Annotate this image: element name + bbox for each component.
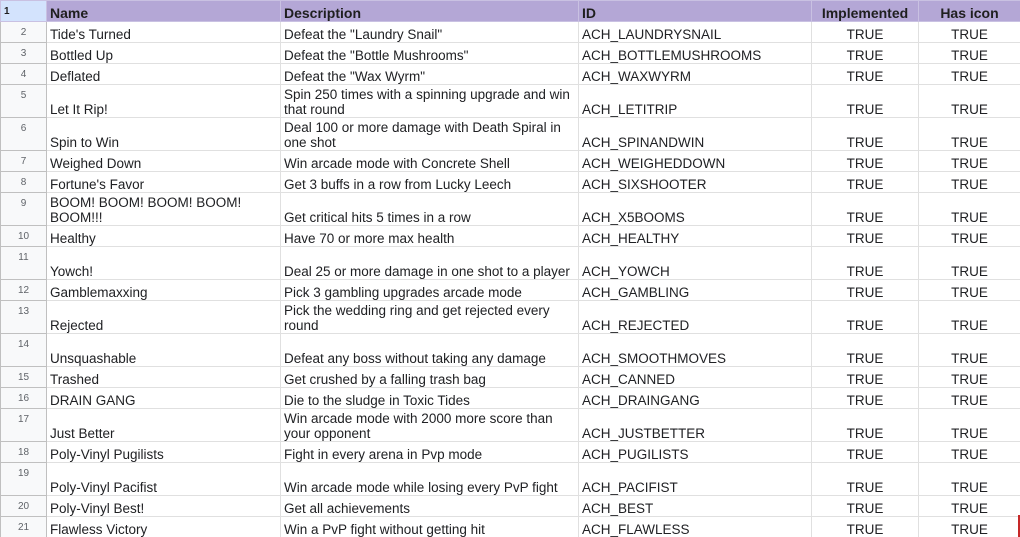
implemented-cell[interactable]: TRUE bbox=[812, 43, 919, 64]
name-cell[interactable]: Unsquashable bbox=[47, 334, 281, 367]
name-cell[interactable]: Just Better bbox=[47, 409, 281, 442]
description-cell[interactable]: Defeat any boss without taking any damage bbox=[281, 334, 579, 367]
implemented-cell[interactable]: TRUE bbox=[812, 442, 919, 463]
name-cell[interactable]: Spin to Win bbox=[47, 118, 281, 151]
table-row bbox=[1, 442, 1020, 463]
id-cell[interactable]: ACH_BEST bbox=[579, 496, 812, 517]
name-cell[interactable]: Poly-Vinyl Pugilists bbox=[47, 442, 281, 463]
description-cell[interactable]: Deal 100 or more damage with Death Spiral in one shot bbox=[281, 118, 579, 151]
has-icon-cell[interactable]: TRUE bbox=[919, 172, 1020, 193]
description-cell[interactable]: Get all achievements bbox=[281, 496, 579, 517]
implemented-cell[interactable]: TRUE bbox=[812, 280, 919, 301]
row-number[interactable]: 10 bbox=[1, 226, 47, 247]
row-number[interactable]: 14 bbox=[1, 334, 47, 367]
table-row bbox=[1, 517, 1020, 537]
description-cell[interactable]: Win arcade mode while losing every PvP fight bbox=[281, 463, 579, 496]
id-cell[interactable]: ACH_X5BOOMS bbox=[579, 193, 812, 226]
description-cell[interactable]: Die to the sludge in Toxic Tides bbox=[281, 388, 579, 409]
has-icon-cell[interactable]: TRUE bbox=[919, 118, 1020, 151]
row-number[interactable]: 6 bbox=[1, 118, 47, 151]
implemented-cell[interactable]: TRUE bbox=[812, 193, 919, 226]
has-icon-cell[interactable]: TRUE bbox=[919, 193, 1020, 226]
implemented-cell[interactable]: TRUE bbox=[812, 517, 919, 537]
table-row bbox=[1, 301, 1020, 334]
table-row bbox=[1, 367, 1020, 388]
name-cell[interactable]: Yowch! bbox=[47, 247, 281, 280]
implemented-cell[interactable]: TRUE bbox=[812, 388, 919, 409]
table-row bbox=[1, 463, 1020, 496]
table-row bbox=[1, 226, 1020, 247]
id-cell[interactable]: ACH_PUGILISTS bbox=[579, 442, 812, 463]
description-cell[interactable]: Defeat the "Laundry Snail" bbox=[281, 22, 579, 43]
id-cell[interactable]: ACH_SMOOTHMOVES bbox=[579, 334, 812, 367]
row-number[interactable]: 4 bbox=[1, 64, 47, 85]
column-header-id[interactable]: ID bbox=[579, 1, 812, 22]
id-cell[interactable]: ACH_WAXWYRM bbox=[579, 64, 812, 85]
has-icon-cell[interactable]: TRUE bbox=[919, 442, 1020, 463]
id-cell[interactable]: ACH_LAUNDRYSNAIL bbox=[579, 22, 812, 43]
id-cell[interactable]: ACH_LETITRIP bbox=[579, 85, 812, 118]
row-number[interactable]: 16 bbox=[1, 388, 47, 409]
name-cell[interactable]: Tide's Turned bbox=[47, 22, 281, 43]
row-header-1[interactable]: 1 bbox=[1, 1, 47, 22]
implemented-cell[interactable]: TRUE bbox=[812, 22, 919, 43]
description-cell[interactable]: Win arcade mode with 2000 more score than your opponent bbox=[281, 409, 579, 442]
name-cell[interactable]: Weighed Down bbox=[47, 151, 281, 172]
has-icon-cell[interactable]: TRUE bbox=[919, 43, 1020, 64]
implemented-cell[interactable]: TRUE bbox=[812, 64, 919, 85]
row-number[interactable]: 19 bbox=[1, 463, 47, 496]
id-cell[interactable]: ACH_YOWCH bbox=[579, 247, 812, 280]
implemented-cell[interactable]: TRUE bbox=[812, 409, 919, 442]
row-number[interactable]: 12 bbox=[1, 280, 47, 301]
has-icon-cell[interactable]: TRUE bbox=[919, 301, 1020, 334]
row-number[interactable]: 5 bbox=[1, 85, 47, 118]
implemented-cell[interactable]: TRUE bbox=[812, 334, 919, 367]
implemented-cell[interactable]: TRUE bbox=[812, 85, 919, 118]
column-header-description[interactable]: Description bbox=[281, 1, 579, 22]
implemented-cell[interactable]: TRUE bbox=[812, 226, 919, 247]
table-row bbox=[1, 172, 1020, 193]
has-icon-cell[interactable]: TRUE bbox=[919, 64, 1020, 85]
row-number[interactable]: 21 bbox=[1, 517, 47, 537]
table-row bbox=[1, 22, 1020, 43]
name-cell[interactable]: Poly-Vinyl Best! bbox=[47, 496, 281, 517]
row-number[interactable]: 8 bbox=[1, 172, 47, 193]
implemented-cell[interactable]: TRUE bbox=[812, 151, 919, 172]
id-cell[interactable]: ACH_SIXSHOOTER bbox=[579, 172, 812, 193]
name-cell[interactable]: BOOM! BOOM! BOOM! BOOM! BOOM!!! bbox=[47, 193, 281, 226]
description-cell[interactable]: Deal 25 or more damage in one shot to a player bbox=[281, 247, 579, 280]
description-cell[interactable]: Spin 250 times with a spinning upgrade and win that round bbox=[281, 85, 579, 118]
name-cell[interactable]: Rejected bbox=[47, 301, 281, 334]
table-row bbox=[1, 409, 1020, 442]
row-number[interactable]: 15 bbox=[1, 367, 47, 388]
id-cell[interactable]: ACH_SPINANDWIN bbox=[579, 118, 812, 151]
id-cell[interactable]: ACH_WEIGHEDDOWN bbox=[579, 151, 812, 172]
description-cell[interactable]: Win arcade mode with Concrete Shell bbox=[281, 151, 579, 172]
id-cell[interactable]: ACH_DRAINGANG bbox=[579, 388, 812, 409]
id-cell[interactable]: ACH_PACIFIST bbox=[579, 463, 812, 496]
description-cell[interactable]: Get critical hits 5 times in a row bbox=[281, 193, 579, 226]
table-row bbox=[1, 64, 1020, 85]
has-icon-cell[interactable]: TRUE bbox=[919, 334, 1020, 367]
has-icon-cell[interactable]: TRUE bbox=[919, 409, 1020, 442]
has-icon-cell[interactable]: TRUE bbox=[919, 496, 1020, 517]
name-cell[interactable]: Deflated bbox=[47, 64, 281, 85]
table-row bbox=[1, 193, 1020, 226]
name-cell[interactable]: Bottled Up bbox=[47, 43, 281, 64]
name-cell[interactable]: Trashed bbox=[47, 367, 281, 388]
description-cell[interactable]: Defeat the "Bottle Mushrooms" bbox=[281, 43, 579, 64]
id-cell[interactable]: ACH_CANNED bbox=[579, 367, 812, 388]
implemented-cell[interactable]: TRUE bbox=[812, 118, 919, 151]
implemented-cell[interactable]: TRUE bbox=[812, 301, 919, 334]
description-cell[interactable]: Pick the wedding ring and get rejected every round bbox=[281, 301, 579, 334]
has-icon-cell[interactable]: TRUE bbox=[919, 280, 1020, 301]
table-row bbox=[1, 334, 1020, 367]
row-number[interactable]: 11 bbox=[1, 247, 47, 280]
table-row bbox=[1, 388, 1020, 409]
row-number[interactable]: 7 bbox=[1, 151, 47, 172]
has-icon-cell[interactable]: TRUE bbox=[919, 388, 1020, 409]
column-header-name[interactable]: Name bbox=[47, 1, 281, 22]
id-cell[interactable]: ACH_GAMBLING bbox=[579, 280, 812, 301]
name-cell[interactable]: DRAIN GANG bbox=[47, 388, 281, 409]
has-icon-cell[interactable]: TRUE bbox=[919, 463, 1020, 496]
description-cell[interactable]: Pick 3 gambling upgrades arcade mode bbox=[281, 280, 579, 301]
implemented-cell[interactable]: TRUE bbox=[812, 247, 919, 280]
has-icon-cell[interactable]: TRUE bbox=[919, 247, 1020, 280]
id-cell[interactable]: ACH_BOTTLEMUSHROOMS bbox=[579, 43, 812, 64]
row-number[interactable]: 2 bbox=[1, 22, 47, 43]
column-header-implemented[interactable]: Implemented bbox=[812, 1, 919, 22]
name-cell[interactable]: Fortune's Favor bbox=[47, 172, 281, 193]
id-cell[interactable]: ACH_FLAWLESS bbox=[579, 517, 812, 537]
description-cell[interactable]: Defeat the "Wax Wyrm" bbox=[281, 64, 579, 85]
header-row bbox=[1, 1, 1020, 22]
table-row bbox=[1, 496, 1020, 517]
has-icon-cell[interactable]: TRUE bbox=[919, 85, 1020, 118]
implemented-cell[interactable]: TRUE bbox=[812, 172, 919, 193]
has-icon-cell[interactable]: TRUE bbox=[919, 226, 1020, 247]
id-cell[interactable]: ACH_HEALTHY bbox=[579, 226, 812, 247]
name-cell[interactable]: Gamblemaxxing bbox=[47, 280, 281, 301]
name-cell[interactable]: Flawless Victory bbox=[47, 517, 281, 537]
column-header-has-icon[interactable]: Has icon bbox=[919, 1, 1020, 22]
description-cell[interactable]: Fight in every arena in Pvp mode bbox=[281, 442, 579, 463]
row-number[interactable]: 20 bbox=[1, 496, 47, 517]
row-number[interactable]: 9 bbox=[1, 193, 47, 226]
description-cell[interactable]: Get crushed by a falling trash bag bbox=[281, 367, 579, 388]
has-icon-cell[interactable]: TRUE bbox=[919, 367, 1020, 388]
row-number[interactable]: 18 bbox=[1, 442, 47, 463]
description-cell[interactable]: Have 70 or more max health bbox=[281, 226, 579, 247]
table-row bbox=[1, 247, 1020, 280]
table-row bbox=[1, 85, 1020, 118]
name-cell[interactable]: Poly-Vinyl Pacifist bbox=[47, 463, 281, 496]
implemented-cell[interactable]: TRUE bbox=[812, 463, 919, 496]
id-cell[interactable]: ACH_JUSTBETTER bbox=[579, 409, 812, 442]
implemented-cell[interactable]: TRUE bbox=[812, 367, 919, 388]
row-number[interactable]: 17 bbox=[1, 409, 47, 442]
has-icon-cell[interactable]: TRUE bbox=[919, 517, 1020, 537]
table-row bbox=[1, 280, 1020, 301]
id-cell[interactable]: ACH_REJECTED bbox=[579, 301, 812, 334]
description-cell[interactable]: Win a PvP fight without getting hit bbox=[281, 517, 579, 537]
row-number[interactable]: 13 bbox=[1, 301, 47, 334]
row-number[interactable]: 3 bbox=[1, 43, 47, 64]
description-cell[interactable]: Get 3 buffs in a row from Lucky Leech bbox=[281, 172, 579, 193]
table-row bbox=[1, 43, 1020, 64]
has-icon-cell[interactable]: TRUE bbox=[919, 151, 1020, 172]
name-cell[interactable]: Healthy bbox=[47, 226, 281, 247]
table-row bbox=[1, 118, 1020, 151]
table-row bbox=[1, 151, 1020, 172]
has-icon-cell[interactable]: TRUE bbox=[919, 22, 1020, 43]
implemented-cell[interactable]: TRUE bbox=[812, 496, 919, 517]
name-cell[interactable]: Let It Rip! bbox=[47, 85, 281, 118]
